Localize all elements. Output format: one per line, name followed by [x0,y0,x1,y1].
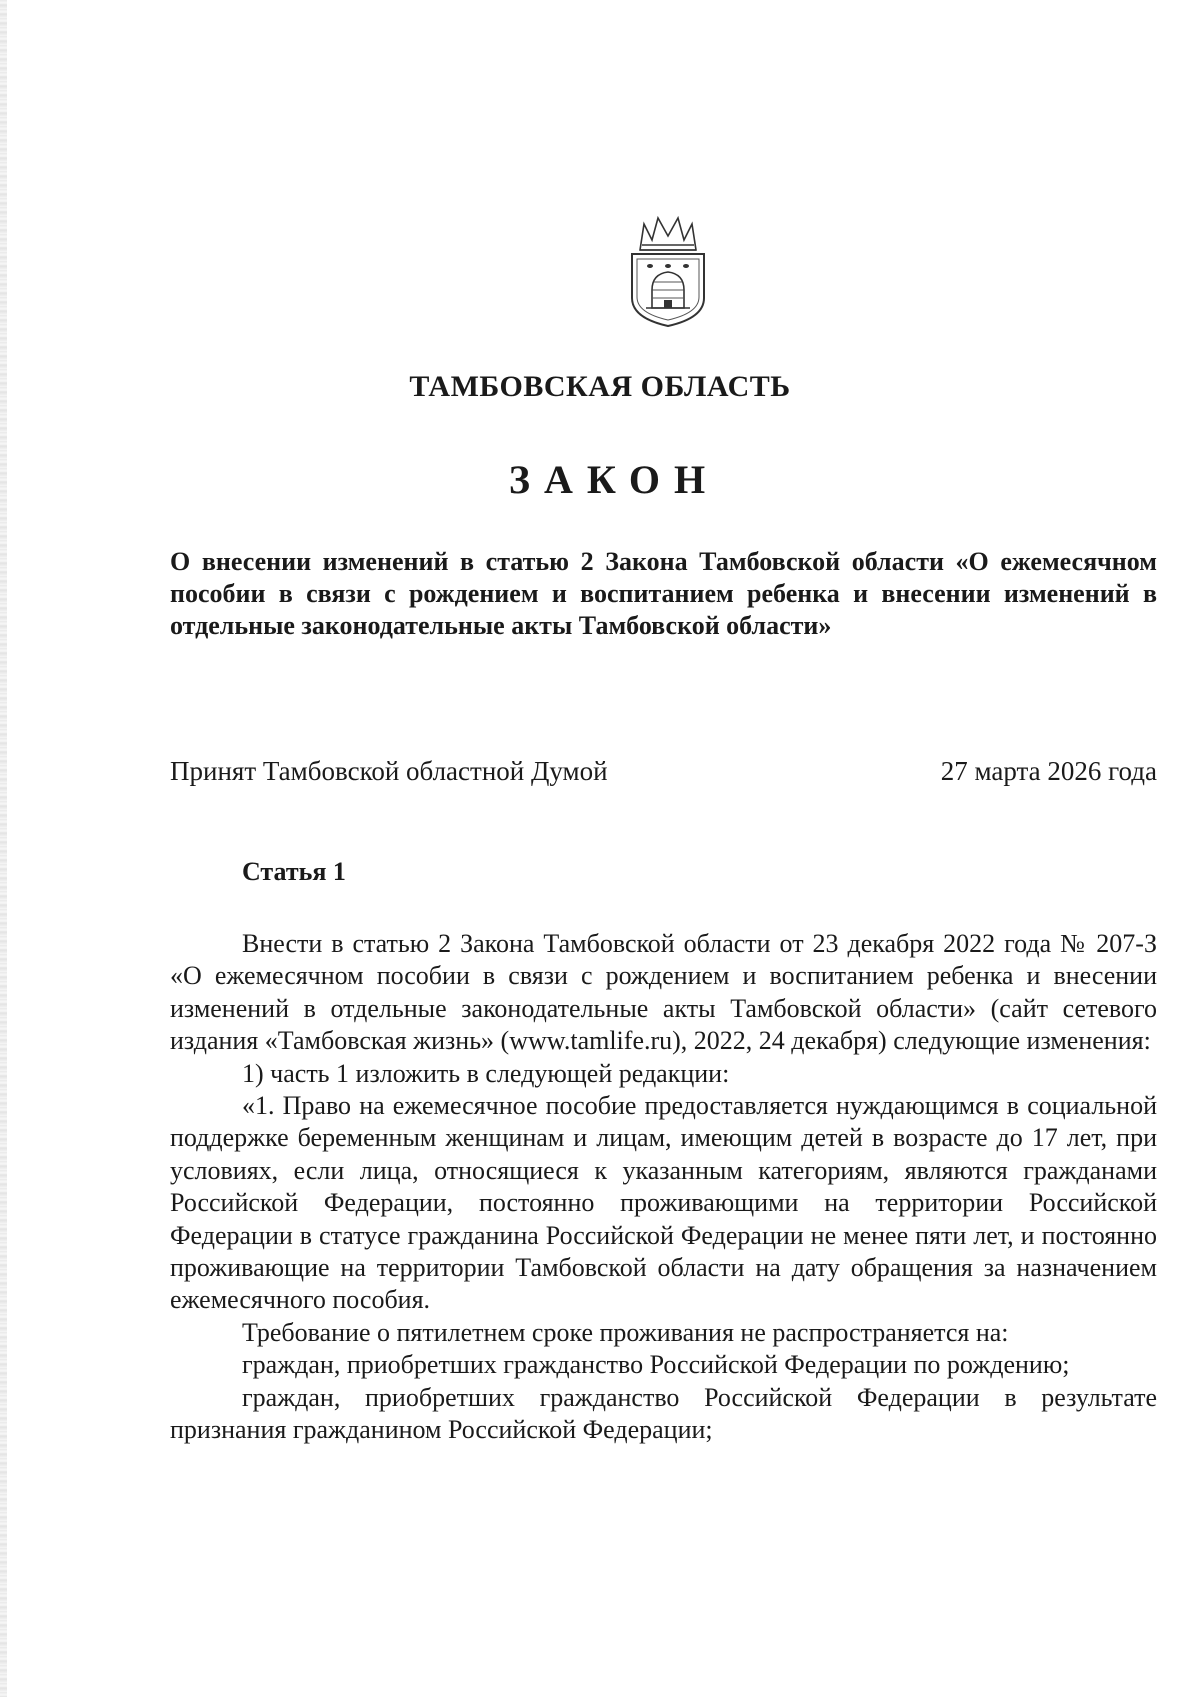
law-title: О внесении изменений в статью 2 Закона Тамбовской области «О ежемесячном пособии в связи с рождением и воспитанием ребенка и внесении изменений в отдельные законодательные акты Тамбовской области» [170,547,1157,640]
adoption-line [170,756,1157,787]
article-heading: Статья 1 [242,857,346,886]
coat-of-arms-icon [618,210,718,330]
adoption-date: 27 марта 2026 года [940,756,1157,786]
region-heading: ТАМБОВСКАЯ ОБЛАСТЬ [409,370,791,403]
scan-edge [0,0,7,1697]
paragraph: «1. Право на ежемесячное пособие предоставляется нуждающимся в социальной поддержке беременным женщинам и лицам, имеющим детей в возрасте до 17 лет, при условиях, если лица, относящиеся к указанным категориям, являются гражданами Российской Федерации, постоянно проживающими на территории Российской Федерации в статусе гражданина Российской Федерации не менее пяти лет, и постоянно проживающие на территории Тамбовской области на дату обращения за назначением ежемесячного пособия. [170,1091,1157,1315]
adoption-body: Принят Тамбовской областной Думой [170,756,608,786]
paragraph: Требование о пятилетнем сроке проживания не распространяется на: [242,1317,1009,1347]
paragraph: граждан, приобретших гражданство Российской Федерации по рождению; [242,1350,1070,1380]
paragraph: 1) часть 1 изложить в следующей редакции: [242,1058,730,1088]
article-body [170,928,1157,1447]
paragraph: Внести в статью 2 Закона Тамбовской области от 23 декабря 2022 года № 207-З «О ежемесячном пособии в связи с рождением и воспитанием ребенка и внесении изменений в отдельные законодательные акты Тамбовской области» (сайт сетевого издания «Тамбовская жизнь» (www.tamlife.ru), 2022, 24 декабря) следующие изменения: [170,929,1157,1056]
document-type-heading: ЗАКОН [508,457,720,502]
paragraph: граждан, приобретших гражданство Российской Федерации в результате признания гражданином Российской Федерации; [170,1382,1157,1445]
